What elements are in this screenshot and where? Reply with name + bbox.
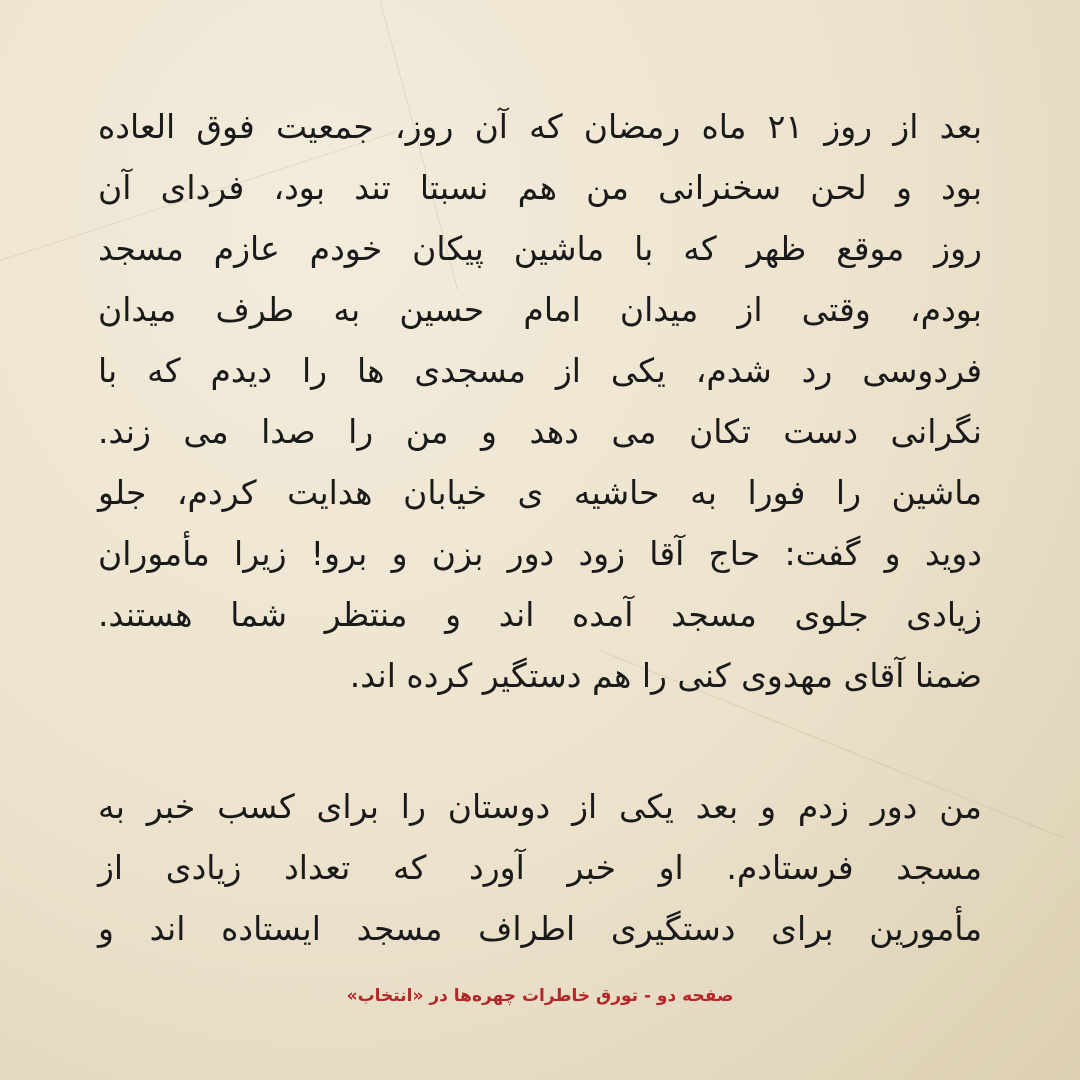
page-footer-caption: صفحه دو - تورق خاطرات چهره‌ها در «انتخاب» [346, 986, 734, 1006]
text-line: مسجد فرستادم. او خبر آورد که تعداد زیادی از [98, 848, 982, 887]
paragraph-1 [98, 96, 982, 706]
text-line: ماشین را فورا به حاشیه ی خیابان هدایت کردم، جلو [98, 473, 982, 512]
text-line: فردوسی رد شدم، یکی از مسجدی ها را دیدم که با [98, 351, 982, 390]
text-line: بودم، وقتی از میدان امام حسین به طرف میدان [98, 290, 982, 329]
text-line: بود و لحن سخنرانی من هم نسبتا تند بود، فردای آن [98, 168, 982, 207]
text-line: دوید و گفت: حاج آقا زود دور بزن و برو! زیرا مأموران [98, 534, 982, 573]
text-line: نگرانی دست تکان می دهد و من را صدا می زند. [98, 412, 982, 451]
text-line: روز موقع ظهر که با ماشین پیکان خودم عازم مسجد [98, 229, 982, 268]
text-line: من دور زدم و بعد یکی از دوستان را برای کسب خبر به [98, 787, 982, 826]
text-line: ضمنا آقای مهدوی کنی را هم دستگیر کرده اند. [349, 656, 982, 695]
text-line: مأمورین برای دستگیری اطراف مسجد ایستاده اند و [98, 909, 982, 948]
text-line: بعد از روز ۲۱ ماه رمضان که آن روز، جمعیت فوق العاده [98, 107, 983, 146]
paragraph-2 [98, 776, 982, 959]
text-line: زیادی جلوی مسجد آمده اند و منتظر شما هستند. [98, 595, 982, 634]
